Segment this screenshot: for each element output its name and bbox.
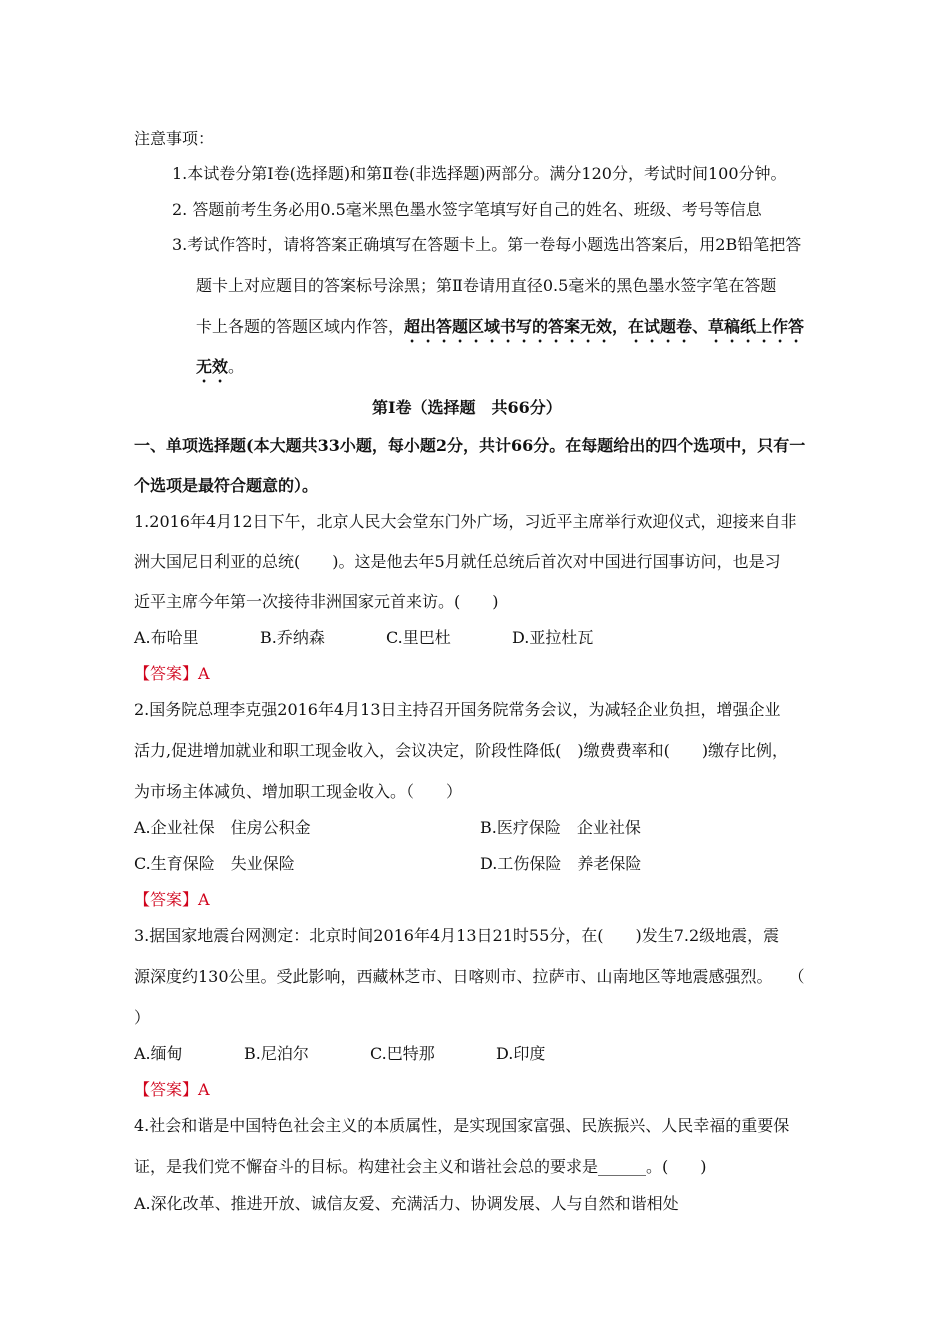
question-1-line-3: 近平主席今年第一次接待非洲国家元首来访。( ) <box>134 592 499 611</box>
question-2-option-c: C.生育保险 失业保险 <box>134 854 295 873</box>
notice-item-3-line-3-text: 卡上各题的答题区域内作答， <box>196 317 405 336</box>
notice-emphasis-text: 超出答题区域书写的答案无效，在试题卷、草稿纸上作答 <box>404 317 805 336</box>
question-1-option-d: D.亚拉杜瓦 <box>512 628 594 647</box>
question-1-option-c: C.里巴杜 <box>386 628 451 647</box>
question-2-answer <box>134 890 210 910</box>
section-title: 第Ⅰ卷（选择题 共66分） <box>372 398 562 417</box>
answer-tag: 【答案】 <box>134 664 199 683</box>
question-2-line-1: 2.国务院总理李克强2016年4月13日主持召开国务院常务会议，为减轻企业负担，增强企业 <box>134 700 781 719</box>
question-1-line-1: 1.2016年4月12日下午，北京人民大会堂东门外广场，习近平主席举行欢迎仪式，迎接来自非 <box>134 512 797 531</box>
question-3-option-d: D.印度 <box>496 1044 546 1063</box>
answer-value: A <box>198 890 210 909</box>
question-2-option-a: A.企业社保 住房公积金 <box>134 818 311 837</box>
notice-item-3-line-2: 题卡上对应题目的答案标号涂黑；第Ⅱ卷请用直径0.5毫米的黑色墨水签字笔在答题 <box>196 276 777 295</box>
question-3-option-b: B.尼泊尔 <box>244 1044 309 1063</box>
notice-item-3-line-1: 3.考试作答时，请将答案正确填写在答题卡上。第一卷每小题选出答案后，用2B铅笔把答 <box>172 235 802 254</box>
question-3-line-2: 源深度约130公里。受此影响，西藏林芝市、日喀则市、拉萨市、山南地区等地震感强烈。 （ <box>134 967 805 986</box>
answer-tag: 【答案】 <box>134 890 199 909</box>
notice-item-3-line-3 <box>196 317 804 346</box>
answer-tag: 【答案】 <box>134 1080 199 1099</box>
answer-value: A <box>198 1080 210 1099</box>
section-instruction-line-2: 个选项是最符合题意的）。 <box>134 476 319 495</box>
question-2-option-d: D.工伤保险 养老保险 <box>480 854 642 873</box>
question-3-line-3: ） <box>134 1008 151 1027</box>
question-1-option-b: B.乔纳森 <box>260 628 325 647</box>
notice-item-1: 1.本试卷分第Ⅰ卷(选择题)和第Ⅱ卷(非选择题)两部分。满分120分，考试时间100分钟。 <box>172 164 787 183</box>
question-4-line-2: 证，是我们党不懈奋斗的目标。构建社会主义和谐社会总的要求是______。( ) <box>134 1157 707 1176</box>
answer-value: A <box>198 664 210 683</box>
question-3-answer <box>134 1080 210 1100</box>
question-2-option-b: B.医疗保险 企业社保 <box>480 818 641 837</box>
question-3-line-1: 3.据国家地震台网测定：北京时间2016年4月13日21时55分，在( )发生7.2级地震，震 <box>134 926 780 945</box>
question-3-option-a: A.缅甸 <box>134 1044 183 1063</box>
question-4-option-a: A.深化改革、推进开放、诚信友爱、充满活力、协调发展、人与自然和谐相处 <box>134 1194 679 1213</box>
question-2-line-2: 活力,促进增加就业和职工现金收入，会议决定，阶段性降低( )缴费费率和( )缴存比例， <box>134 741 789 760</box>
question-3-option-c: C.巴特那 <box>370 1044 435 1063</box>
notice-heading: 注意事项： <box>134 129 215 148</box>
question-4-line-1: 4.社会和谐是中国特色社会主义的本质属性，是实现国家富强、民族振兴、人民幸福的重要保 <box>134 1116 790 1135</box>
question-1-answer <box>134 664 210 684</box>
notice-item-2: 2. 答题前考生务必用0.5毫米黑色墨水签字笔填写好自己的姓名、班级、考号等信息 <box>172 200 762 219</box>
notice-item-3-line-4 <box>196 357 244 386</box>
question-1-option-a: A.布哈里 <box>134 628 199 647</box>
section-instruction-line-1: 一、单项选择题(本大题共33小题，每小题2分，共计66分。在每题给出的四个选项中，只有一 <box>134 436 806 455</box>
notice-emphasis-end: 无效 <box>196 357 229 376</box>
notice-period: 。 <box>228 357 245 376</box>
question-2-line-3: 为市场主体减负、增加职工现金收入。（ ） <box>134 782 463 801</box>
question-1-line-2: 洲大国尼日利亚的总统( )。这是他去年5月就任总统后首次对中国进行国事访问，也是习 <box>134 552 781 571</box>
